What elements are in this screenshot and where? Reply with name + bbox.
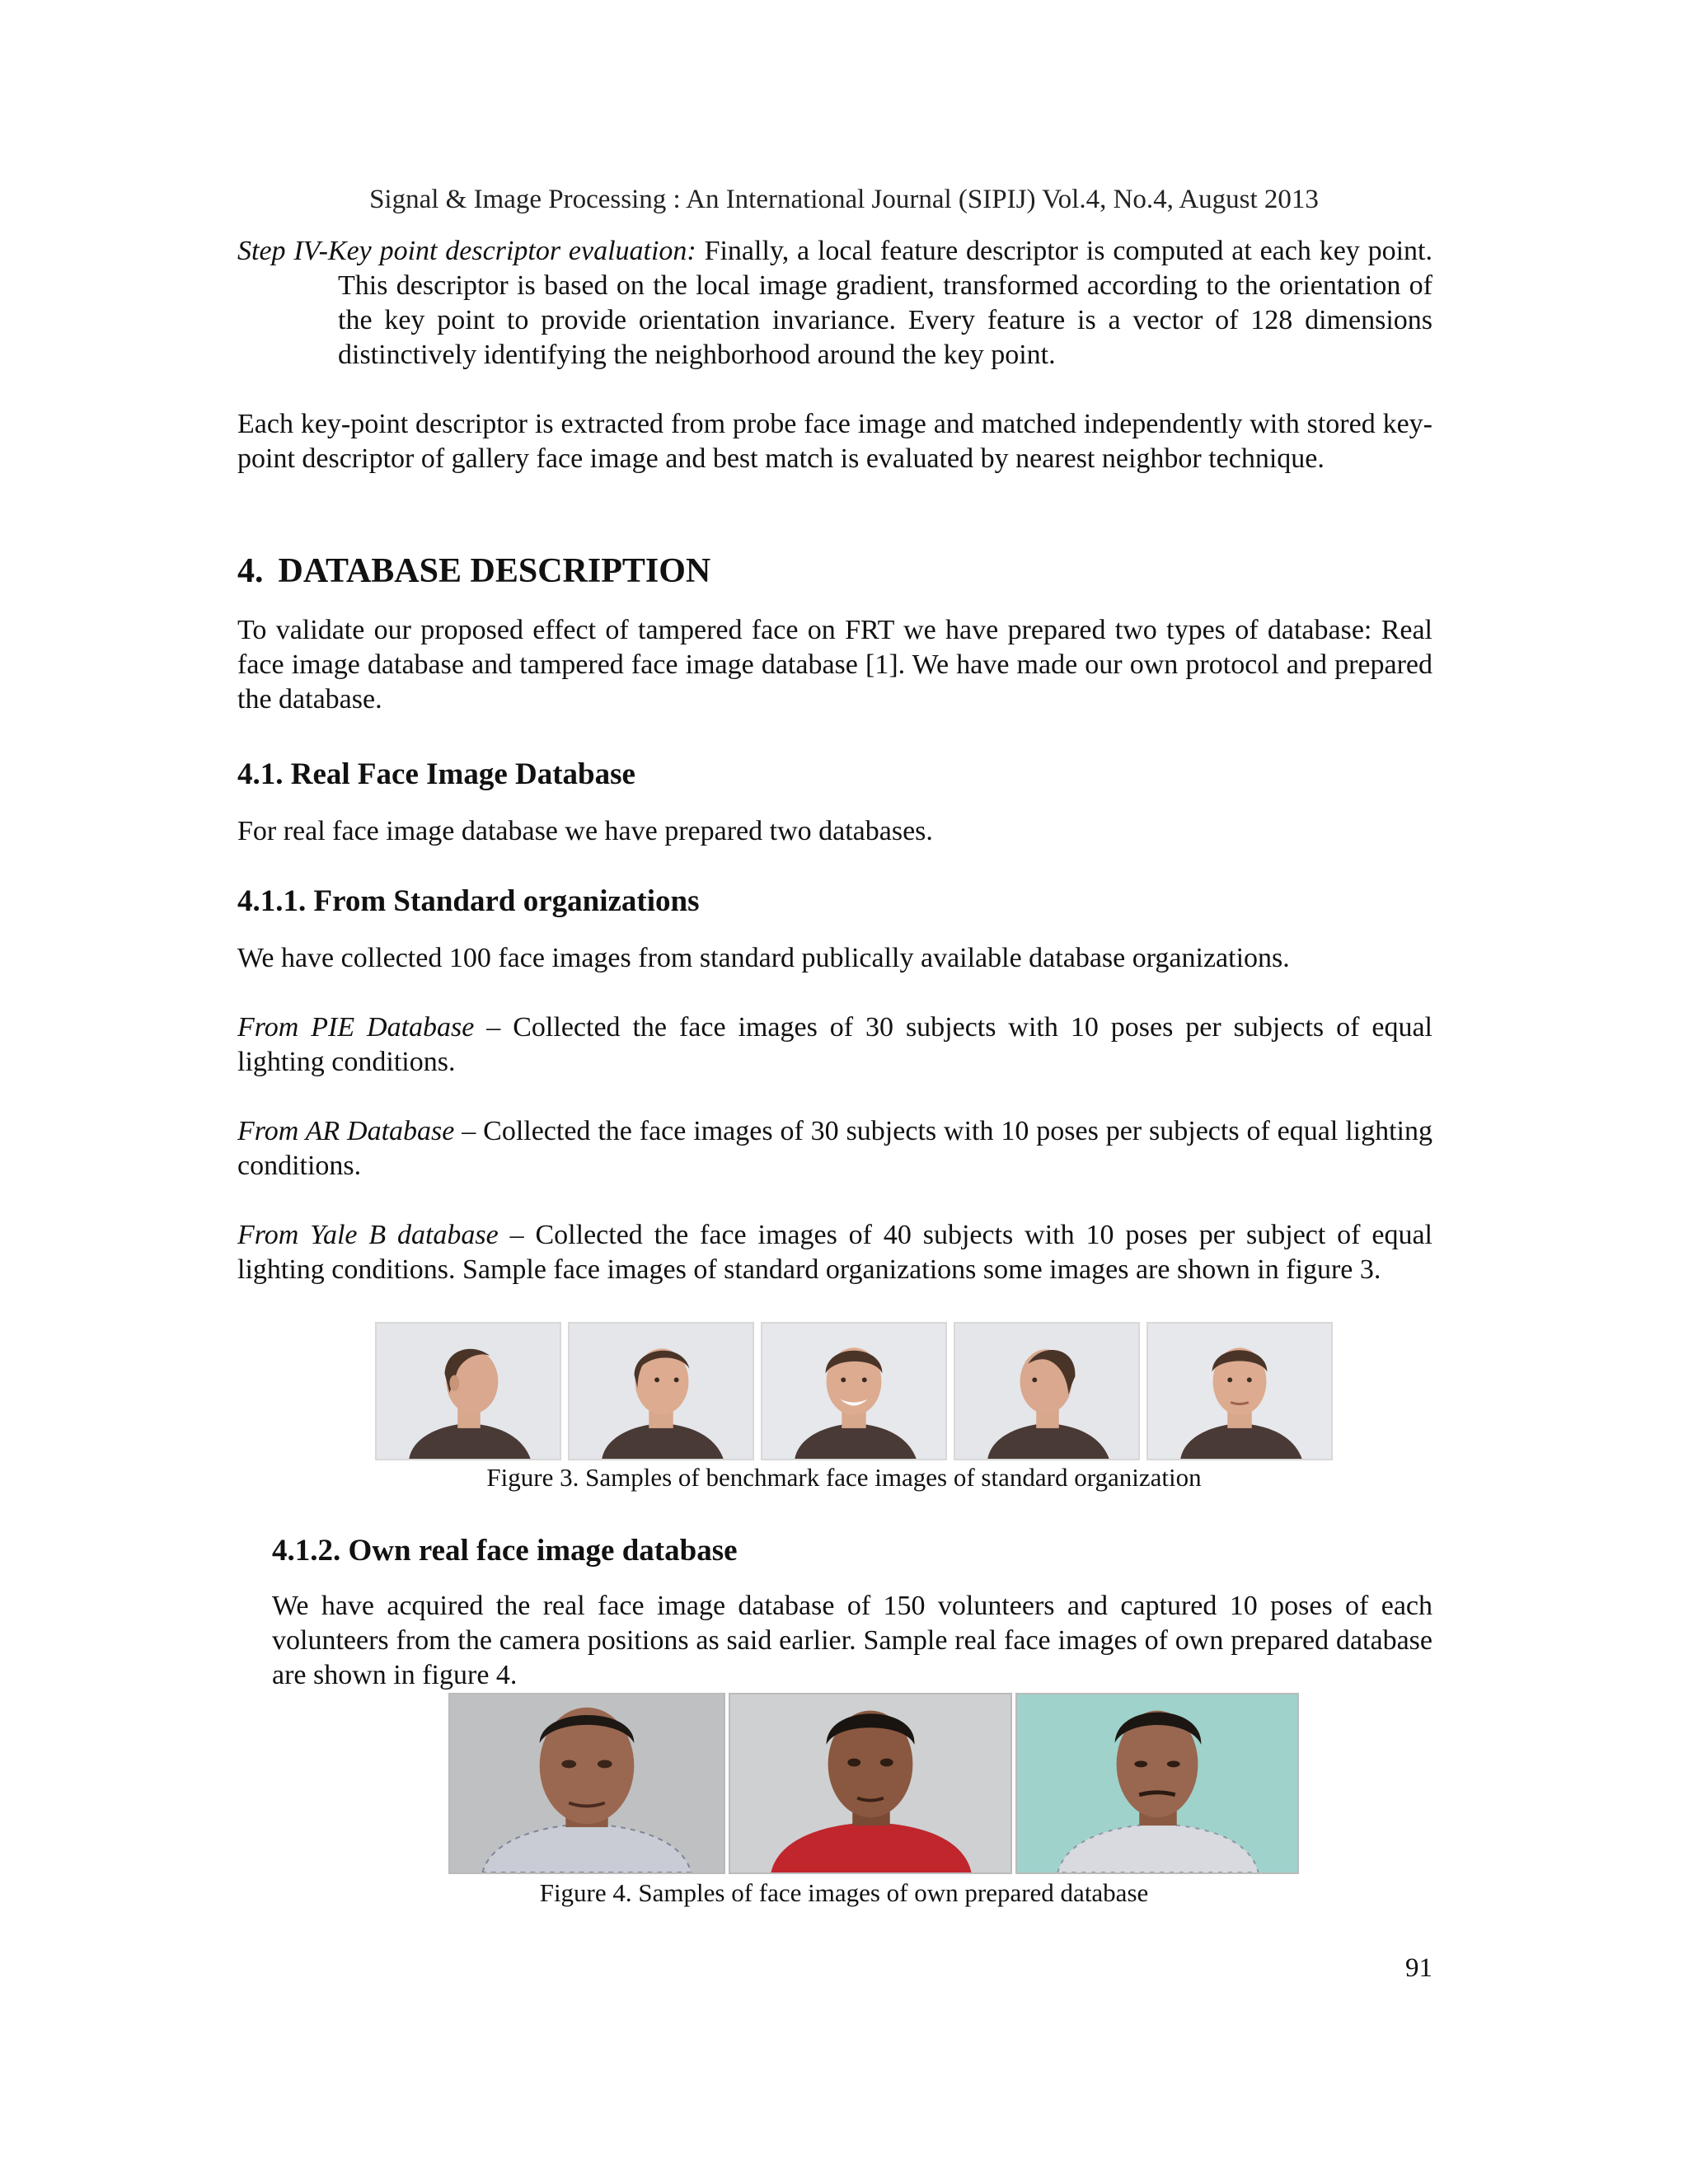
section-4-paragraph: To validate our proposed effect of tampered face on FRT we have prepared two types of database: Real face image database and tampered face image database [1]. We have made our own protocol and prepared the database. [237,615,1432,715]
ar-paragraph [237,1114,1432,1183]
yale-lead: From Yale B database [237,1220,499,1250]
running-header: Signal & Image Processing : An International Journal (SIPIJ) Vol.4, No.4, August 2013 [369,185,1319,214]
pie-lead: From PIE Database [237,1012,475,1043]
step-iv-text: Finally, a local feature descriptor is computed at each key point. This descriptor is based on the local image gradient, transformed according to the orientation of the key point to provide orientation invariance. Every feature is a vector of 128 dimensions distinctively identifying the neighborhood around the key point. [338,236,1433,370]
yale-paragraph [237,1218,1432,1287]
face-photo-volunteer-1 [448,1693,725,1874]
pie-text: – Collected the face images of 30 subjects with 10 poses per subjects of equal lighting conditions. [237,1012,1432,1077]
ar-block [237,1114,1432,1183]
section-4-1-1-heading: 4.1.1. From Standard organizations [237,884,700,918]
face-photo-frontal-neutral [1146,1322,1333,1460]
face-photo-volunteer-3 [1015,1693,1299,1874]
section-4-number: 4. [237,552,264,590]
face-photo-volunteer-2 [729,1693,1012,1874]
figure-3-images [375,1322,1333,1460]
step-iv-paragraph [237,234,1432,373]
section-4-1-2-block [272,1589,1432,1693]
figure-4-caption: Figure 4. Samples of face images of own prepared database [539,1878,1149,1907]
figure-3-caption: Figure 3. Samples of benchmark face images of standard organization [486,1463,1202,1492]
yale-block [237,1218,1432,1287]
pie-block [237,1010,1432,1080]
section-4-heading [237,551,710,592]
yale-text: – Collected the face images of 40 subjects with 10 poses per subject of equal lighting conditions. Sample face images of standard organizations some images are shown in figure 3. [237,1220,1433,1285]
face-photo-profile-right [375,1322,561,1460]
section-4-1-block [237,814,1432,849]
section-4-block [237,613,1432,717]
match-block [237,407,1432,476]
ar-lead: From AR Database [237,1116,455,1146]
face-photo-three-quarter-left [954,1322,1140,1460]
section-4-1-paragraph: For real face image database we have prepared two databases. [237,816,933,846]
step-iv-block [237,234,1432,373]
section-4-title: DATABASE DESCRIPTION [278,552,711,590]
page-number: 91 [1405,1953,1432,1983]
figure-4-images [448,1693,1299,1874]
ar-text: – Collected the face images of 30 subjects with 10 poses per subjects of equal lighting conditions. [237,1116,1432,1181]
step-iv-lead: Step IV-Key point descriptor evaluation: [237,236,696,266]
face-photo-frontal-smile [761,1322,947,1460]
standard-org-paragraph: We have collected 100 face images from standard publically available database organizations. [237,943,1290,973]
section-4-1-1-block [237,941,1432,976]
section-4-1-2-heading: 4.1.2. Own real face image database [272,1534,738,1568]
section-4-1-heading: 4.1. Real Face Image Database [237,757,635,791]
pie-paragraph [237,1010,1432,1080]
match-paragraph: Each key-point descriptor is extracted from probe face image and matched independently with stored key-point descriptor of gallery face image and best match is evaluated by nearest neighbor technique. [237,409,1432,474]
face-photo-three-quarter-right [568,1322,754,1460]
section-4-1-2-paragraph: We have acquired the real face image database of 150 volunteers and captured 10 poses of each volunteers from the camera positions as said earlier. Sample real face images of own prepared database are shown in figure 4. [272,1591,1432,1690]
